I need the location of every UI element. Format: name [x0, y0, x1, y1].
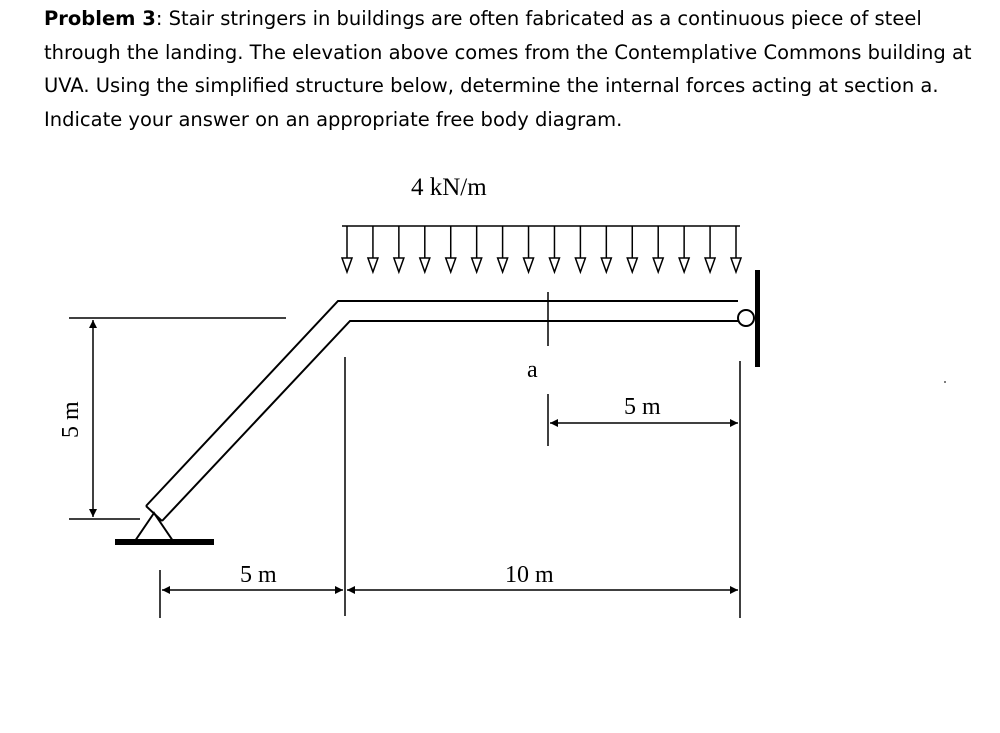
problem-line-2: through the landing. The elevation above comes from the Contemplative Commons building at [44, 40, 972, 64]
problem-text-1: : Stair stringers in buildings are often fabricated as a continuous piece of steel [155, 7, 922, 30]
load-arrow [342, 226, 352, 272]
load-arrow [498, 226, 508, 272]
roller-circle [738, 310, 754, 326]
roller-wall [755, 270, 760, 367]
beam-bottom-edge [162, 321, 738, 521]
distributed-load [342, 226, 741, 272]
load-arrow [368, 226, 378, 272]
load-arrow [420, 226, 430, 272]
bottom-dim-left-label: 5 m [240, 562, 277, 588]
stray-dot [944, 381, 946, 383]
pin-support-triangle [135, 513, 173, 541]
load-arrow [601, 226, 611, 272]
load-arrow [653, 226, 663, 272]
load-arrow [731, 226, 741, 272]
load-arrow [472, 226, 482, 272]
problem-line-3: UVA. Using the simplified structure below, determine the internal forces acting at section a. [44, 74, 939, 97]
pin-support-ground [115, 539, 214, 545]
load-arrow [705, 226, 715, 272]
roller-support [738, 270, 760, 367]
load-arrows [342, 226, 741, 272]
problem-line-4: Indicate your answer on an appropriate free body diagram. [44, 107, 623, 131]
bottom-dim-right-label: 10 m [505, 562, 554, 588]
load-arrow [549, 226, 559, 272]
load-arrow [679, 226, 689, 272]
height-dim-label: 5 m [58, 401, 84, 438]
section-label: a [527, 357, 538, 383]
problem-heading: Problem 3 [44, 7, 156, 30]
height-dimension [69, 318, 286, 519]
load-label: 4 kN/m [411, 174, 487, 201]
section-dim-label: 5 m [624, 394, 661, 420]
load-arrow [524, 226, 534, 272]
load-arrow [627, 226, 637, 272]
load-arrow [446, 226, 456, 272]
load-arrow [394, 226, 404, 272]
load-arrow [575, 226, 585, 272]
